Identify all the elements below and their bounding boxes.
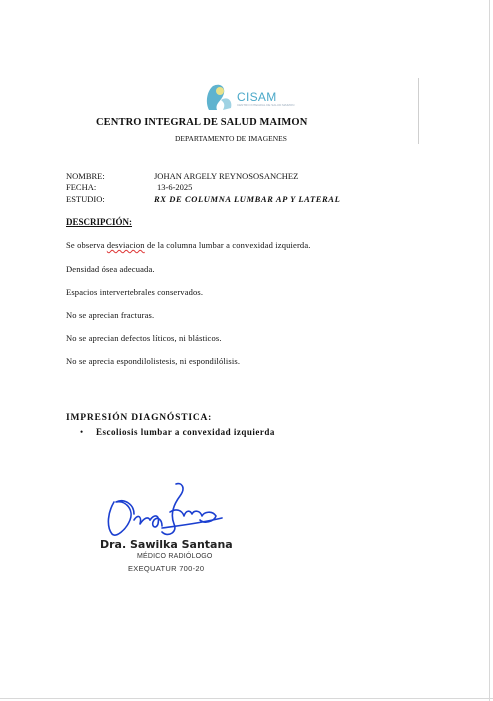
description-line-4: No se aprecian fracturas. [66,310,155,320]
signature-graphic [104,480,229,540]
impression-heading: IMPRESIÓN DIAGNÓSTICA: [66,413,213,423]
signature-handwriting: Dra. Santana [104,480,110,481]
margin-marker [418,78,419,144]
name-value: JOHAN ARGELY REYNOSOSANCHEZ [154,171,299,181]
signer-title: MÉDICO RADIÓLOGO [137,553,213,560]
description-line-5: No se aprecian defectos líticos, ni blásticos. [66,333,222,343]
study-value: RX DE COLUMNA LUMBAR AP Y LATERAL [154,194,341,204]
description-line-6: No se aprecia espondilolistesis, ni espondilólisis. [66,356,241,366]
impression-item: Escoliosis lumbar a convexidad izquierda [96,427,275,437]
bullet-icon: • [80,427,84,437]
description-line-3: Espacios intervertebrales conservados. [66,287,204,297]
description-line-2: Densidad ósea adecuada. [66,264,155,274]
description-heading: DESCRIPCIÓN: [66,217,133,227]
logo-name: CISAM [237,90,277,104]
cisam-logo-icon [203,82,237,112]
description-line-1-start: Se observa [66,240,107,250]
description-line-1-end: de la columna lumbar a convexidad izquierda. [144,240,311,250]
date-value: 13-6-2025 [157,182,193,192]
logo-tagline: CENTRO INTEGRAL DE SALUD MAIMON [237,103,295,107]
signer-name: Dra. Sawilka Santana [100,538,233,551]
description-line-1 [66,240,311,250]
study-label: ESTUDIO: [66,194,105,204]
name-label: NOMBRE: [66,171,105,181]
page-edge-right [489,0,490,701]
signer-license: EXEQUATUR 700-20 [128,564,205,573]
page-edge-bottom [0,698,493,699]
department-title: DEPARTAMENTO DE IMAGENES [175,134,287,143]
org-title: CENTRO INTEGRAL DE SALUD MAIMON [96,117,308,128]
date-label: FECHA: [66,182,97,192]
cisam-logo [203,82,293,112]
misspelled-word: desviacion [106,240,145,250]
